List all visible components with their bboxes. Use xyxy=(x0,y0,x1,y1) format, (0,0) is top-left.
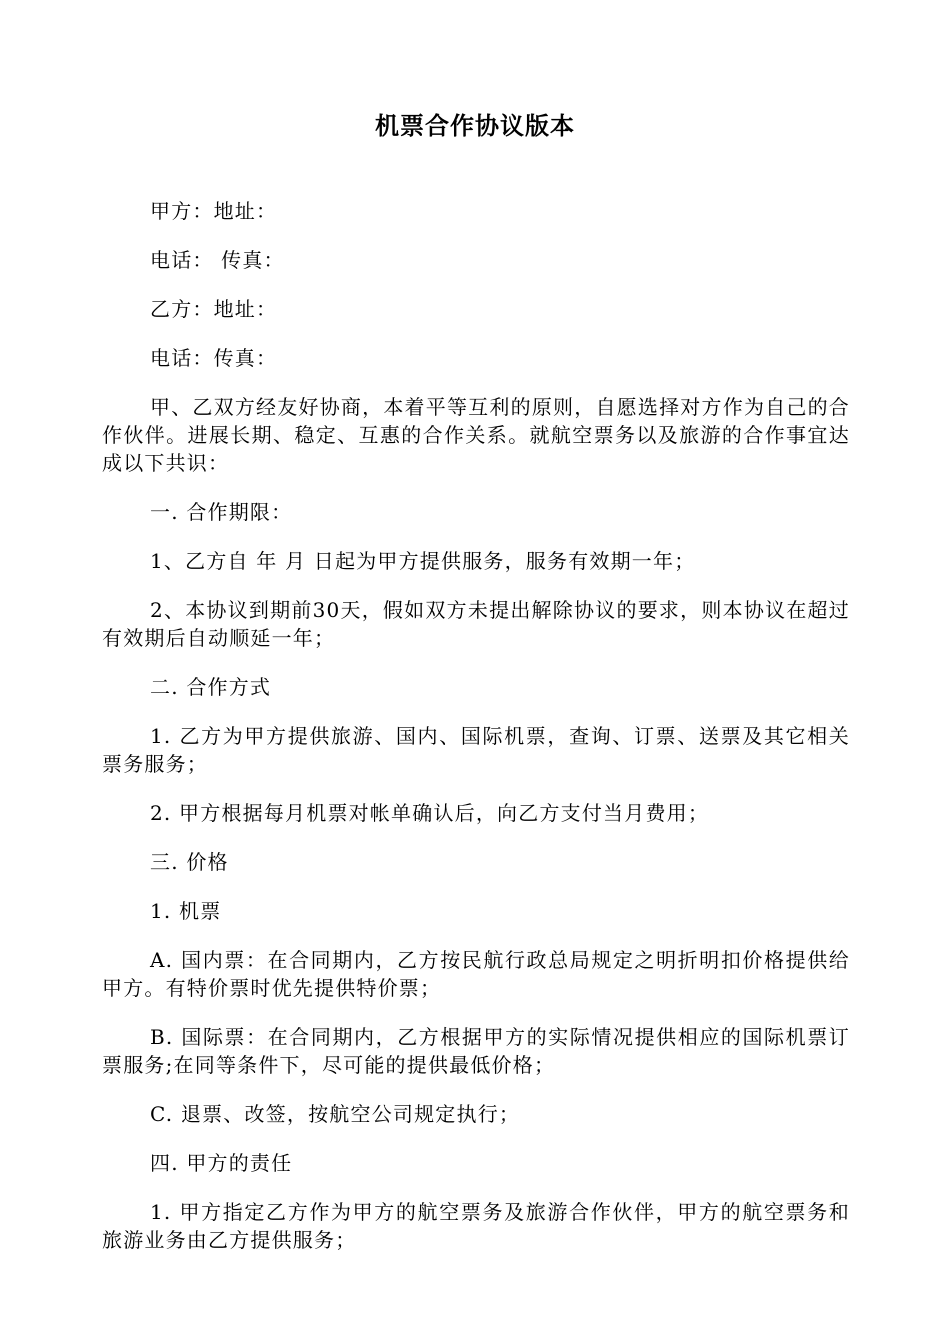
clause-party-a-duty-1: 1. 甲方指定乙方作为甲方的航空票务及旅游合作伙伴，甲方的航空票务和旅游业务由乙方提供服务； xyxy=(102,1200,850,1252)
party-a-phone-fax: 电话： 传真： xyxy=(150,248,285,272)
preamble-paragraph: 甲、乙双方经友好协商，本着平等互利的原则，自愿选择对方作为自己的合作伙伴。进展长期、稳定、互惠的合作关系。就航空票务以及旅游的合作事宜达成以下共识： xyxy=(102,395,850,475)
clause-price-international: B. 国际票：在合同期内，乙方根据甲方的实际情况提供相应的国际机票订票服务;在同等条件下，尽可能的提供最低价格； xyxy=(102,1025,850,1077)
document-title: 机票合作协议版本 xyxy=(375,112,575,140)
clause-price-domestic: A. 国内票：在合同期内，乙方按民航行政总局规定之明折明扣价格提供给甲方。有特价票时优先提供特价票； xyxy=(102,948,850,1000)
section-heading-cooperation: 二. 合作方式 xyxy=(150,675,272,699)
section-heading-term: 一. 合作期限： xyxy=(150,500,293,524)
section-heading-price: 三. 价格 xyxy=(150,850,229,874)
section-heading-party-a-duty: 四. 甲方的责任 xyxy=(150,1151,293,1175)
clause-price-refund: C. 退票、改签，按航空公司规定执行； xyxy=(150,1102,521,1126)
party-a-address: 甲方：地址： xyxy=(150,199,278,223)
party-b-address: 乙方：地址： xyxy=(150,297,278,321)
clause-term-2: 2、本协议到期前30天，假如双方未提出解除协议的要求，则本协议在超过有效期后自动顺延一年； xyxy=(102,598,850,650)
clause-term-1: 1、乙方自 年 月 日起为甲方提供服务，服务有效期一年； xyxy=(150,549,696,573)
clause-cooperation-2: 2. 甲方根据每月机票对帐单确认后，向乙方支付当月费用； xyxy=(150,801,710,825)
document-body xyxy=(102,197,850,1275)
clause-price-tickets: 1. 机票 xyxy=(150,899,222,923)
party-b-phone-fax: 电话：传真： xyxy=(150,346,278,370)
clause-cooperation-1: 1. 乙方为甲方提供旅游、国内、国际机票，查询、订票、送票及其它相关票务服务； xyxy=(102,724,850,776)
